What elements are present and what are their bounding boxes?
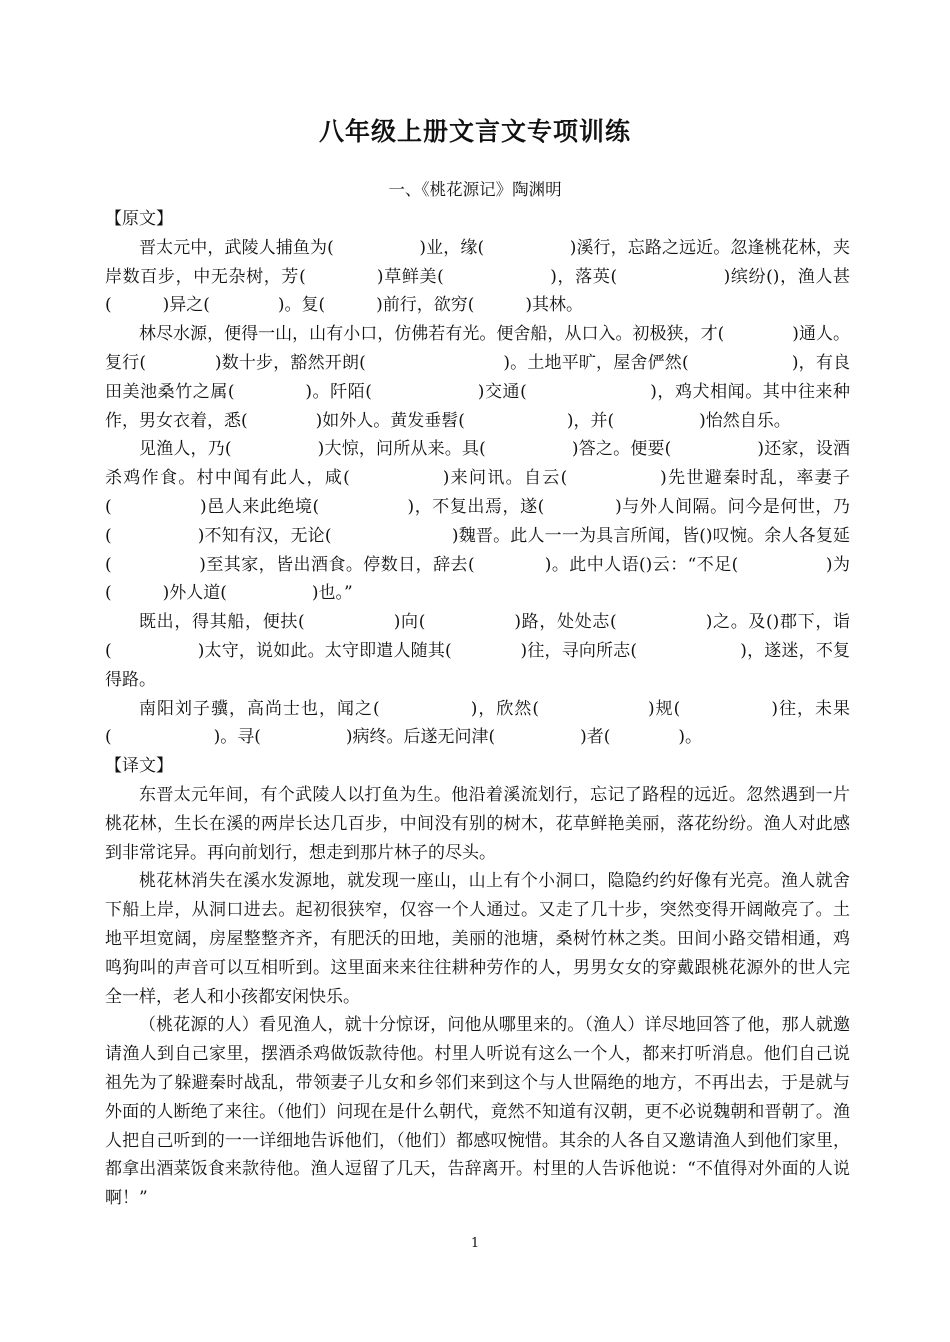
translation-paragraph: 桃花林消失在溪水发源地，就发现一座山，山上有个小洞口，隐隐约约好像有光亮。渔人就舍下船上岸，从洞口进去。起初很狭窄，仅容一个人通过。又走了几十步，突然变得开阔敞亮了。土地平坦宽阔，房屋整整齐齐，有肥沃的田地，美丽的池塘，桑树竹林之类。田间小路交错相通，鸡鸣狗叫的声音可以互相听到。这里面来来往往耕种劳作的人，男男女女的穿戴跟桃花源外的世人完全一样，老人和小孩都安闲快乐。: [105, 871, 850, 1007]
translation-heading: 【译文】: [105, 756, 173, 777]
translation-paragraph: 东晋太元年间，有个武陵人以打鱼为生。他沿着溪流划行，忘记了路程的远近。忽然遇到一片桃花林，生长在溪的两岸长达几百步，中间没有别的树木，花草鲜艳美丽，落花纷纷。渔人对此感到非常诧异。再向前划行，想走到那片林子的尽头。: [105, 784, 850, 863]
page-number: 1: [470, 1236, 480, 1251]
original-heading: 【原文】: [105, 209, 173, 229]
original-paragraph: 既出，得其船，便扶( )向( )路，处处志( )之。及()郡下，诣( )太守，说如此。太守即遣人随其( )往，寻向所志( )，遂迷，不复得路。: [105, 612, 850, 690]
original-paragraph: 南阳刘子骥，高尚士也，闻之( )，欣然( )规( )往，未果( )。寻( )病终。后遂无问津( )者( )。: [105, 698, 850, 748]
document-title: 八年级上册文言文专项训练: [318, 117, 631, 146]
section-title: 一、《桃花源记》陶渊明: [388, 180, 562, 199]
document-body: [105, 205, 850, 1213]
original-paragraph: 林尽水源，便得一山，山有小口，仿佛若有光。便舍船，从口入。初极狭，才( )通人。复行( )数十步，豁然开朗( )。土地平旷，屋舍俨然( )，有良田美池桑竹之属( )。阡陌( )交通( )，鸡犬相闻。其中往来种作，男女衣着，悉( )如外人。黄发垂髫( )，并( )怡然自乐。: [105, 324, 850, 431]
original-paragraph: 晋太元中，武陵人捕鱼为( )业，缘( )溪行，忘路之远近。忽逢桃花林，夹岸数百步，中无杂树，芳( )草鲜美( )，落英( )缤纷()，渔人甚( )异之( )。复( )前行，欲穷( )其林。: [105, 237, 850, 316]
original-paragraph: 见渔人，乃( )大惊，问所从来。具( )答之。便要( )还家，设酒杀鸡作食。村中闻有此人，咸( )来问讯。自云( )先世避秦时乱，率妻子( )邑人来此绝境( )，不复出焉，遂( )与外人间隔。问今是何世，乃( )不知有汉，无论( )魏晋。此人一一为具言所闻，皆()叹惋。余人各复延( )至其家，皆出酒食。停数日，辞去( )。此中人语()云：“不足( )为( )外人道( )也。”: [105, 439, 850, 604]
translation-paragraph: （桃花源的人）看见渔人，就十分惊讶，问他从哪里来的。（渔人）详尽地回答了他，那人就邀请渔人到自己家里，摆酒杀鸡做饭款待他。村里人听说有这么一个人，都来打听消息。他们自己说祖先为了躲避秦时战乱，带领妻子儿女和乡邻们来到这个与人世隔绝的地方，不再出去，于是就与外面的人断绝了来往。（他们）问现在是什么朝代，竟然不知道有汉朝，更不必说魏朝和晋朝了。渔人把自己听到的一一详细地告诉他们，（他们）都感叹惋惜。其余的人各自又邀请渔人到他们家里，都拿出酒菜饭食来款待他。渔人逗留了几天，告辞离开。村里的人告诉他说：“不值得对外面的人说啊！”: [105, 1015, 850, 1209]
